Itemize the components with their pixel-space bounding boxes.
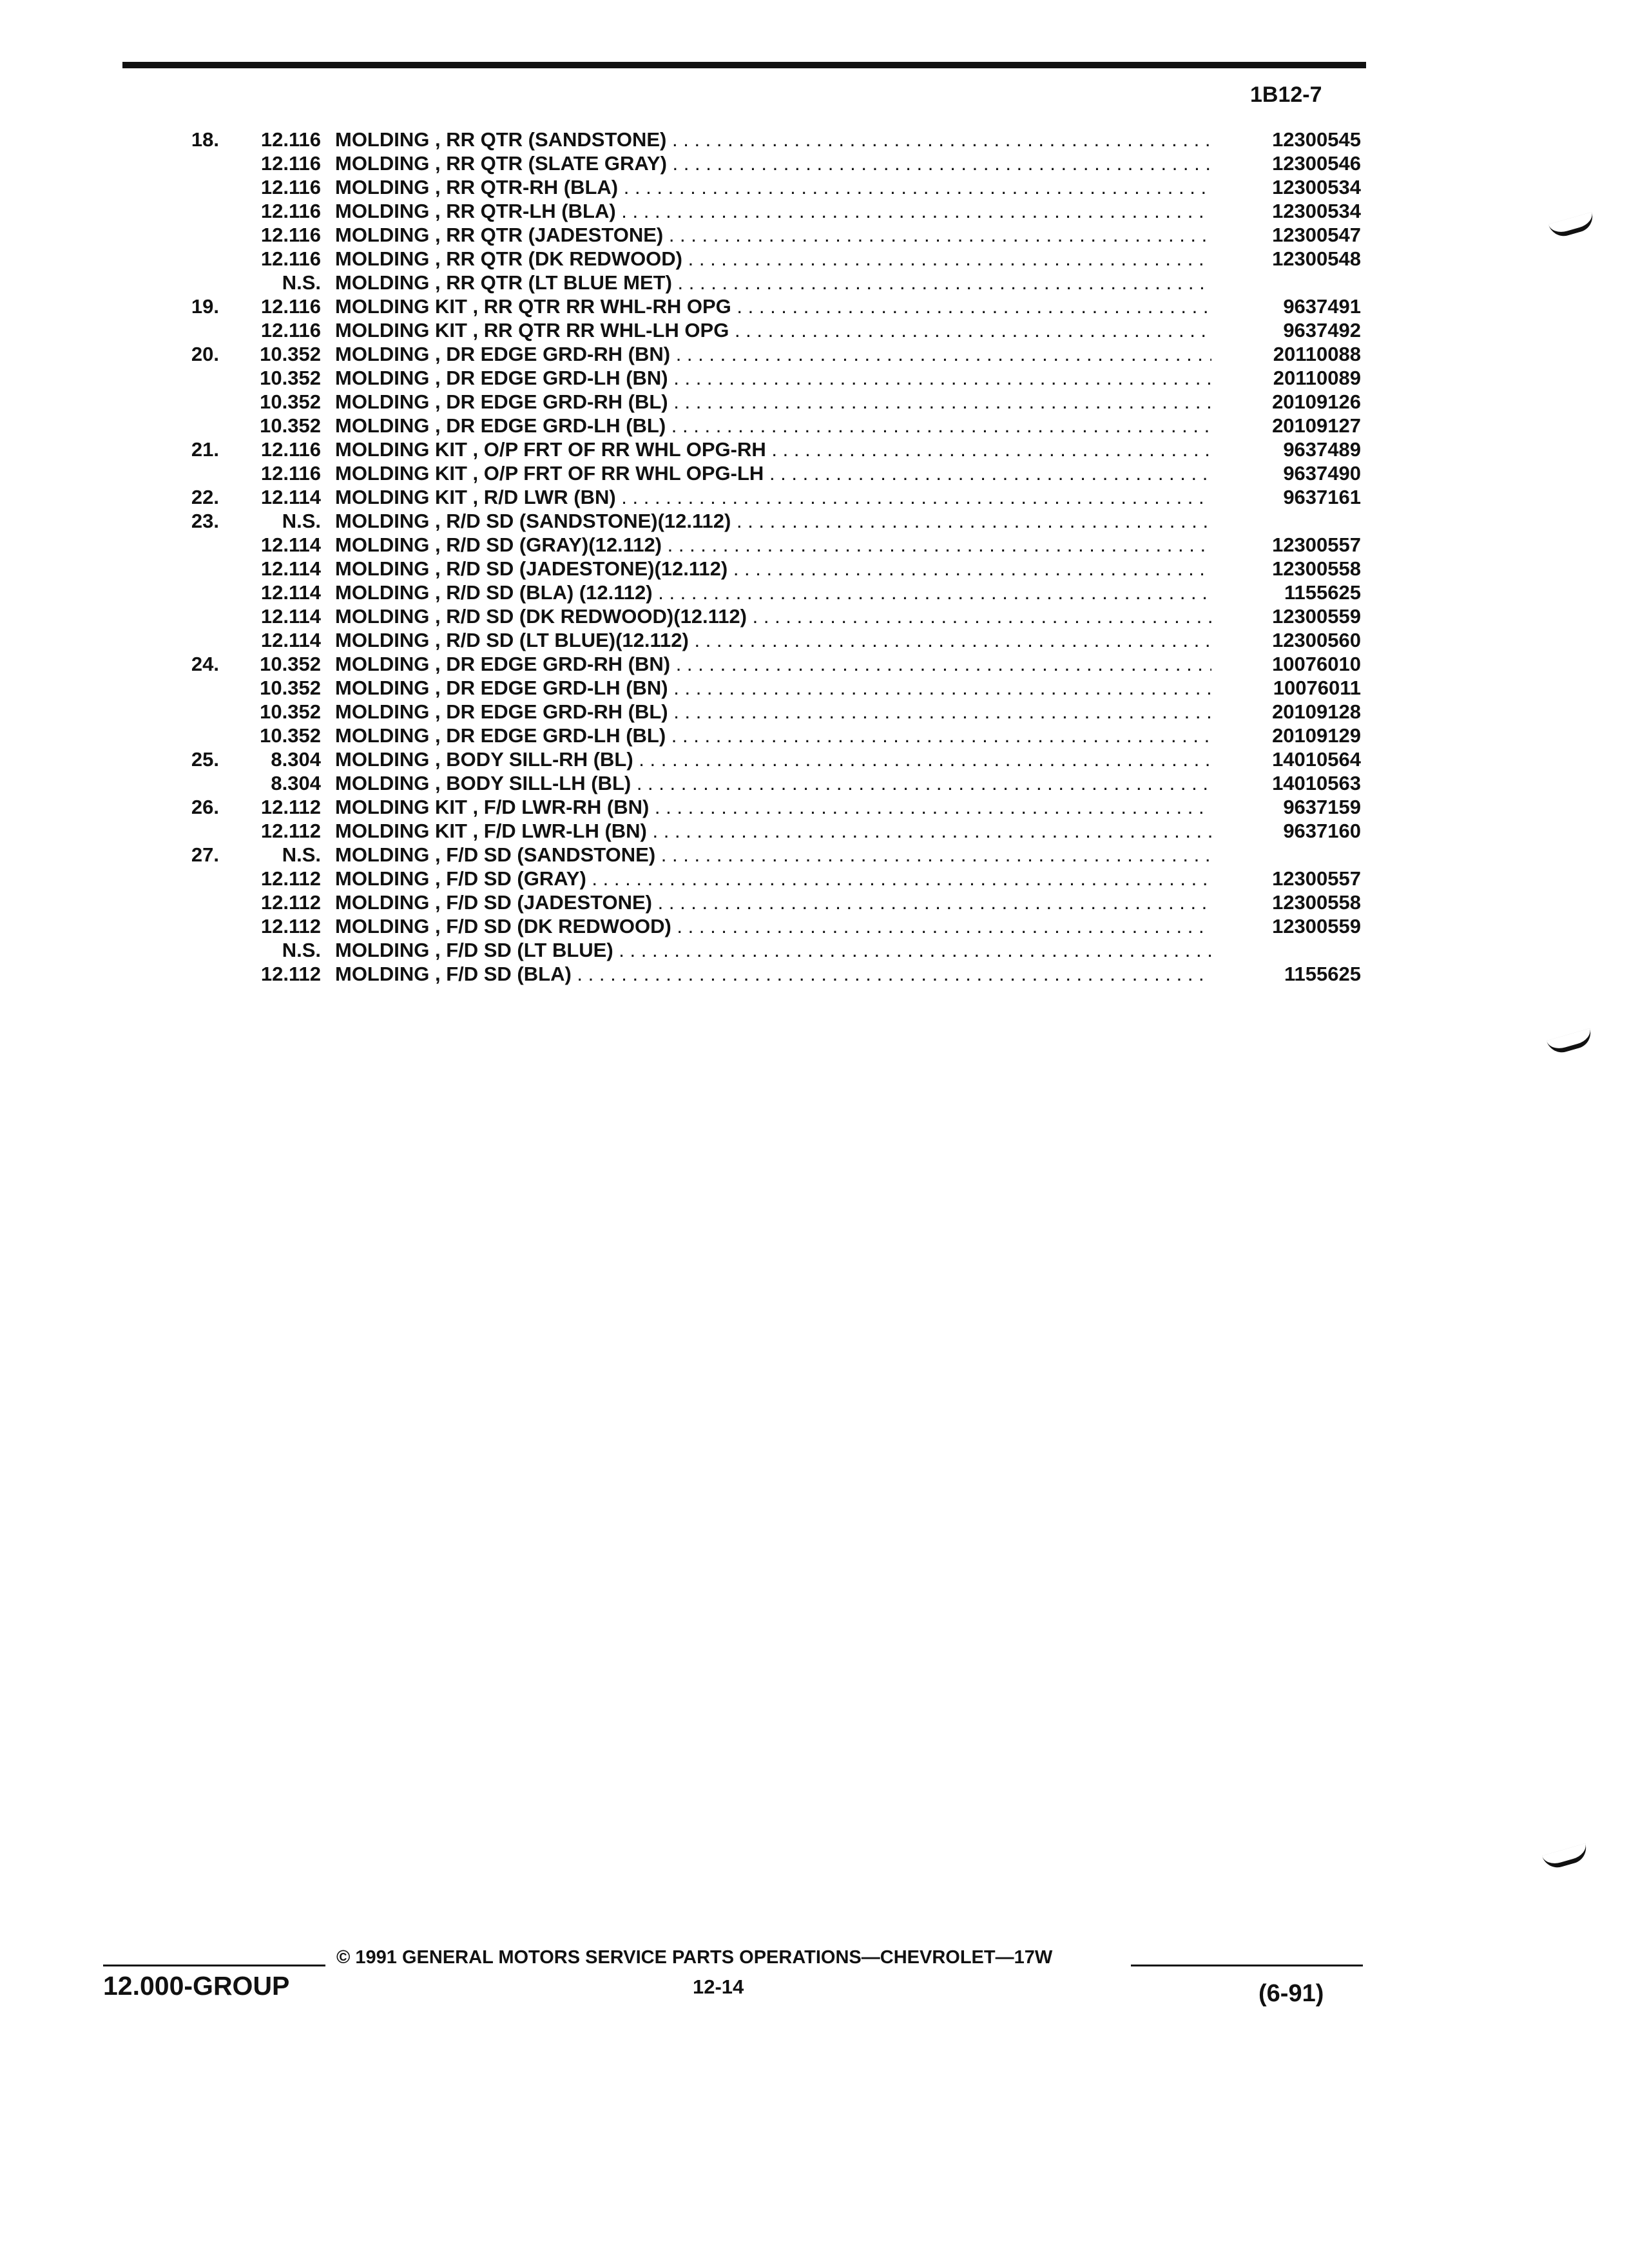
part-description: MOLDING , R/D SD (BLA) (12.112) . . . [335, 581, 1211, 604]
part-number: 12300534 [1272, 176, 1361, 198]
binder-hole-mark [1542, 1843, 1590, 1871]
part-description: MOLDING KIT , F/D LWR-RH (BN) . . . [335, 795, 1211, 819]
part-number: 12300560 [1272, 629, 1361, 651]
part-number: 20109126 [1272, 390, 1361, 413]
part-description: MOLDING , RR QTR (SANDSTONE) . . . [335, 128, 1211, 151]
part-number: 20110089 [1273, 367, 1361, 389]
parts-row [0, 795, 1629, 819]
parts-row [0, 867, 1629, 890]
group-number: 10.352 [260, 390, 321, 413]
group-number: N.S. [282, 271, 321, 294]
group-number: 12.112 [260, 867, 321, 890]
parts-row [0, 414, 1629, 437]
ref-number: 26. [191, 796, 219, 818]
part-description: MOLDING , DR EDGE GRD-RH (BN) . . . [335, 652, 1211, 676]
parts-row [0, 700, 1629, 724]
part-description: MOLDING , DR EDGE GRD-LH (BL) . . . [335, 414, 1211, 437]
part-number: 12300545 [1272, 128, 1361, 151]
parts-row [0, 151, 1629, 175]
group-number: N.S. [282, 939, 321, 961]
parts-row [0, 199, 1629, 223]
part-number: 9637159 [1283, 796, 1361, 818]
part-number: 12300546 [1272, 152, 1361, 175]
part-description: MOLDING , F/D SD (BLA) . . . [335, 962, 1211, 986]
ref-number: 23. [191, 510, 219, 532]
parts-row [0, 962, 1629, 986]
parts-row [0, 676, 1629, 700]
parts-row [0, 724, 1629, 747]
part-number: 12300547 [1272, 224, 1361, 246]
group-number: 12.112 [260, 820, 321, 842]
group-number: 10.352 [260, 367, 321, 389]
part-description: MOLDING , DR EDGE GRD-LH (BN) . . . [335, 366, 1211, 390]
ref-number: 24. [191, 653, 219, 675]
group-number: 12.114 [260, 557, 321, 580]
parts-row [0, 342, 1629, 366]
binder-hole-mark [1547, 1028, 1594, 1056]
ref-number: 27. [191, 843, 219, 866]
parts-row [0, 914, 1629, 938]
part-number: 20109127 [1272, 414, 1361, 437]
group-number: 12.116 [260, 462, 321, 485]
part-description: MOLDING , DR EDGE GRD-RH (BL) . . . [335, 700, 1211, 724]
ref-number: 21. [191, 438, 219, 461]
parts-row [0, 771, 1629, 795]
parts-row [0, 366, 1629, 390]
group-number: 8.304 [271, 772, 321, 794]
part-description: MOLDING , F/D SD (SANDSTONE) . . . [335, 843, 1211, 867]
page-number: 12-14 [693, 1975, 744, 1998]
part-number: 1155625 [1284, 581, 1361, 604]
part-description: MOLDING KIT , O/P FRT OF RR WHL OPG-RH . . . [335, 437, 1211, 461]
part-description: MOLDING , DR EDGE GRD-LH (BL) . . . [335, 724, 1211, 747]
part-number: 1155625 [1284, 963, 1361, 985]
part-description: MOLDING , RR QTR (SLATE GRAY) . . . [335, 151, 1211, 175]
group-number: 12.112 [260, 891, 321, 914]
part-description: MOLDING KIT , RR QTR RR WHL-RH OPG . . . [335, 294, 1211, 318]
parts-row [0, 938, 1629, 962]
parts-row [0, 509, 1629, 533]
parts-row [0, 628, 1629, 652]
group-number: 12.116 [260, 152, 321, 175]
date-code: (6-91) [1258, 1980, 1324, 2007]
group-number: 12.112 [260, 915, 321, 937]
part-description: MOLDING , R/D SD (GRAY)(12.112) . . . [335, 533, 1211, 557]
group-number: 12.114 [260, 533, 321, 556]
parts-row [0, 890, 1629, 914]
group-number: 12.116 [260, 319, 321, 341]
part-number: 10076011 [1273, 677, 1361, 699]
parts-row [0, 604, 1629, 628]
group-number: 12.114 [260, 605, 321, 628]
group-number: 8.304 [271, 748, 321, 771]
part-number: 12300534 [1272, 200, 1361, 222]
group-number: N.S. [282, 843, 321, 866]
parts-row [0, 437, 1629, 461]
parts-list [0, 128, 1629, 986]
group-number: 12.114 [260, 629, 321, 651]
part-number: 12300558 [1272, 557, 1361, 580]
part-number: 12300558 [1272, 891, 1361, 914]
group-number: 12.114 [260, 581, 321, 604]
part-description: MOLDING , RR QTR-RH (BLA) . . . [335, 175, 1211, 199]
parts-row [0, 652, 1629, 676]
parts-row [0, 533, 1629, 557]
group-number: 10.352 [260, 343, 321, 365]
ref-number: 22. [191, 486, 219, 508]
parts-row [0, 819, 1629, 843]
parts-row [0, 247, 1629, 271]
parts-row [0, 175, 1629, 199]
parts-row [0, 557, 1629, 581]
group-number: 12.116 [260, 438, 321, 461]
part-description: MOLDING , RR QTR (DK REDWOOD) . . . [335, 247, 1211, 271]
group-number: 12.116 [260, 176, 321, 198]
group-number: N.S. [282, 510, 321, 532]
group-number: 12.112 [260, 796, 321, 818]
copyright-notice: © 1991 GENERAL MOTORS SERVICE PARTS OPERATIONS—CHEVROLET—17W [336, 1947, 1053, 1968]
group-number: 12.116 [260, 224, 321, 246]
group-number: 10.352 [260, 724, 321, 747]
parts-row [0, 128, 1629, 151]
part-number: 20109128 [1272, 700, 1361, 723]
part-number: 20110088 [1273, 343, 1361, 365]
group-number: 12.112 [260, 963, 321, 985]
part-description: MOLDING , BODY SILL-LH (BL) . . . [335, 771, 1211, 795]
part-description: MOLDING KIT , R/D LWR (BN) . . . [335, 485, 1211, 509]
parts-row [0, 294, 1629, 318]
parts-row [0, 485, 1629, 509]
part-description: MOLDING , DR EDGE GRD-RH (BL) . . . [335, 390, 1211, 414]
group-number: 12.116 [260, 247, 321, 270]
parts-row [0, 843, 1629, 867]
ref-number: 18. [191, 128, 219, 151]
part-number: 12300548 [1272, 247, 1361, 270]
part-description: MOLDING , R/D SD (LT BLUE)(12.112) . . . [335, 628, 1211, 652]
parts-row [0, 318, 1629, 342]
part-number: 12300557 [1272, 533, 1361, 556]
part-number: 9637492 [1283, 319, 1361, 341]
parts-row [0, 747, 1629, 771]
group-number: 10.352 [260, 653, 321, 675]
part-description: MOLDING , RR QTR (JADESTONE) . . . [335, 223, 1211, 247]
part-number: 12300559 [1272, 915, 1361, 937]
ref-number: 25. [191, 748, 219, 771]
part-number: 9637160 [1283, 820, 1361, 842]
group-number: 12.116 [260, 128, 321, 151]
part-description: MOLDING , F/D SD (JADESTONE) . . . [335, 890, 1211, 914]
part-description: MOLDING , R/D SD (DK REDWOOD)(12.112) . . . [335, 604, 1211, 628]
part-description: MOLDING , R/D SD (JADESTONE)(12.112) . . . [335, 557, 1211, 581]
group-number: 12.116 [260, 295, 321, 318]
part-number: 10076010 [1272, 653, 1361, 675]
part-number: 12300559 [1272, 605, 1361, 628]
part-description: MOLDING , DR EDGE GRD-LH (BN) . . . [335, 676, 1211, 700]
part-description: MOLDING , F/D SD (DK REDWOOD) . . . [335, 914, 1211, 938]
part-number: 9637490 [1283, 462, 1361, 485]
part-number: 14010563 [1272, 772, 1361, 794]
part-number: 9637491 [1283, 295, 1361, 318]
part-description: MOLDING KIT , RR QTR RR WHL-LH OPG . . . [335, 318, 1211, 342]
part-number: 12300557 [1272, 867, 1361, 890]
group-label: 12.000-GROUP [103, 1971, 290, 2001]
part-number: 9637161 [1283, 486, 1361, 508]
part-description: MOLDING , BODY SILL-RH (BL) . . . [335, 747, 1211, 771]
part-description: MOLDING , F/D SD (LT BLUE) . . . [335, 938, 1211, 962]
parts-row [0, 461, 1629, 485]
part-description: MOLDING , RR QTR (LT BLUE MET) . . . [335, 271, 1211, 294]
parts-row [0, 390, 1629, 414]
page-id: 1B12-7 [1250, 82, 1322, 107]
parts-row [0, 271, 1629, 294]
parts-row [0, 223, 1629, 247]
part-description: MOLDING KIT , F/D LWR-LH (BN) . . . [335, 819, 1211, 843]
part-number: 14010564 [1272, 748, 1361, 771]
top-rule [122, 62, 1366, 68]
footer-rule-right [1131, 1965, 1363, 1966]
part-description: MOLDING , RR QTR-LH (BLA) . . . [335, 199, 1211, 223]
footer-rule-left [103, 1965, 325, 1966]
part-number: 9637489 [1283, 438, 1361, 461]
group-number: 12.114 [260, 486, 321, 508]
part-description: MOLDING , DR EDGE GRD-RH (BN) . . . [335, 342, 1211, 366]
group-number: 10.352 [260, 677, 321, 699]
part-description: MOLDING , F/D SD (GRAY) . . . [335, 867, 1211, 890]
group-number: 12.116 [260, 200, 321, 222]
part-description: MOLDING , R/D SD (SANDSTONE)(12.112) . . . [335, 509, 1211, 533]
part-number: 20109129 [1272, 724, 1361, 747]
parts-row [0, 581, 1629, 604]
group-number: 10.352 [260, 414, 321, 437]
part-description: MOLDING KIT , O/P FRT OF RR WHL OPG-LH . . . [335, 461, 1211, 485]
group-number: 10.352 [260, 700, 321, 723]
ref-number: 20. [191, 343, 219, 365]
ref-number: 19. [191, 295, 219, 318]
